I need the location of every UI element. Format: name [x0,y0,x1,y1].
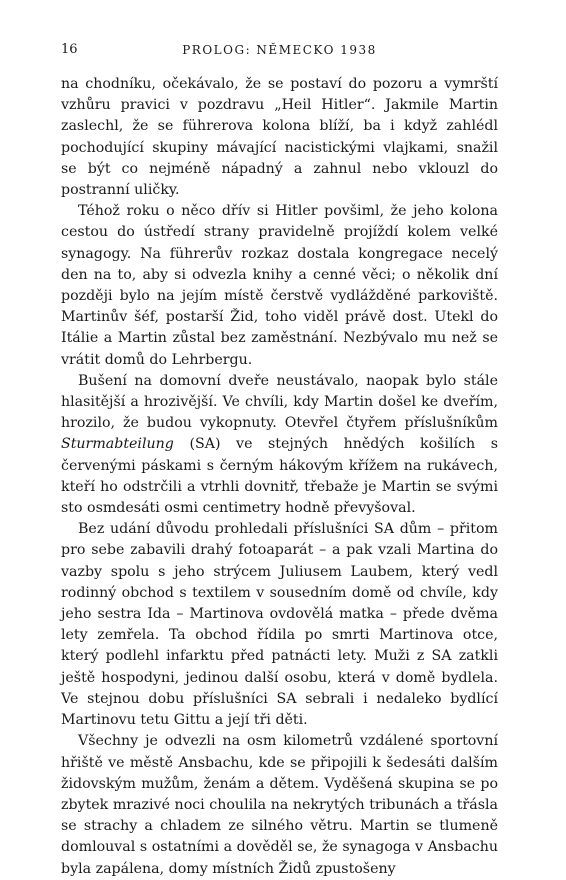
page-number: 16 [61,42,78,57]
running-head [61,40,498,60]
paragraph-text: Téhož roku o něco dřív si Hitler povšiml, že jeho kolona cestou do ústředí strany pravidelně projíždí kolem velké synagogy. Na führerův rozkaz dostala kongregace necelý den na to, aby si odvezla knihy a cenné věci; o několik dní později bylo na jejím místě čerstvě vydlážděné parkoviště. Martinův šéf, postarší Žid, toho viděl právě dost. Utekl do Itálie a Martin zůstal bez zaměstnání. Nezbývalo mu než se vrátit domů do Lehrbergu. [61,203,498,368]
paragraph [61,74,498,201]
paragraph [61,519,498,731]
paragraph [61,371,498,519]
body-text [61,74,498,880]
paragraph [61,731,498,879]
running-title: PROLOG: NĚMECKO 1938 [182,43,377,57]
book-page [61,40,498,880]
paragraph-text: Bez udání důvodu prohledali příslušníci SA dům – přitom pro sebe zabavili drahý fotoaparát – a pak vzali Martina do vazby spolu s jeho strýcem Juliusem Laubem, který vedl rodinný obchod s textilem v sousedním domě od chvíle, kdy jeho sestra Ida – Martinova ovdovělá matka – přede dvěma lety zemřela. Ta obchod řídila po smrti Martinova otce, který podlehl infarktu před patnácti lety. Muži z SA zatkli ještě hospodyni, jedinou další osobu, která v domě bydlela. Ve stejnou dobu příslušníci SA sebrali i nedaleko bydlící Martinovu tetu Gittu a její tři děti. [61,521,498,729]
paragraph-text: Všechny je odvezli na osm kilometrů vzdálené sportovní hřiště ve městě Ansbachu, kde se připojili k šedesáti dalším židovským mužům, ženám a dětem. Vyděšená skupina se po zbytek mrazivé noci choulila na nekrytých tribunách a třásla se strachy a chladem ze silného větru. Martin se tlumeně domlouval s ostatními a dověděl se, že synagoga v Ansbachu byla zapálena, domy místních Židů zpustošeny [61,733,498,877]
italic-term: Sturmabteilung [61,436,174,453]
paragraph [61,201,498,371]
paragraph-text: (SA) ve stejných hnědých košilích s červenými páskami s černým hákovým křížem na rukávech, kteří ho odstrčili a vtrhli dovnitř, třebaže je Martin se svými sto osmdesáti osmi centimetry hodně převyšoval. [61,436,498,517]
paragraph-text: Bušení na domovní dveře neustávalo, naopak bylo stále hlasitější a hrozivější. Ve chvíli, kdy Martin došel ke dveřím, hrozilo, že budou vykopnuty. Otevřel čtyřem příslušníkům [61,372,498,432]
paragraph-text: na chodníku, očekávalo, že se postaví do pozoru a vymrští vzhůru pravici v pozdravu „Heil Hitler“. Jakmile Martin zaslechl, že se führerova kolona blíží, ba i když zahlédl pochodující skupiny mávající nacistickými vlajkami, snažil se být co nejméně nápadný a zahnul nebo vklouzl do postranní uličky. [61,76,498,199]
